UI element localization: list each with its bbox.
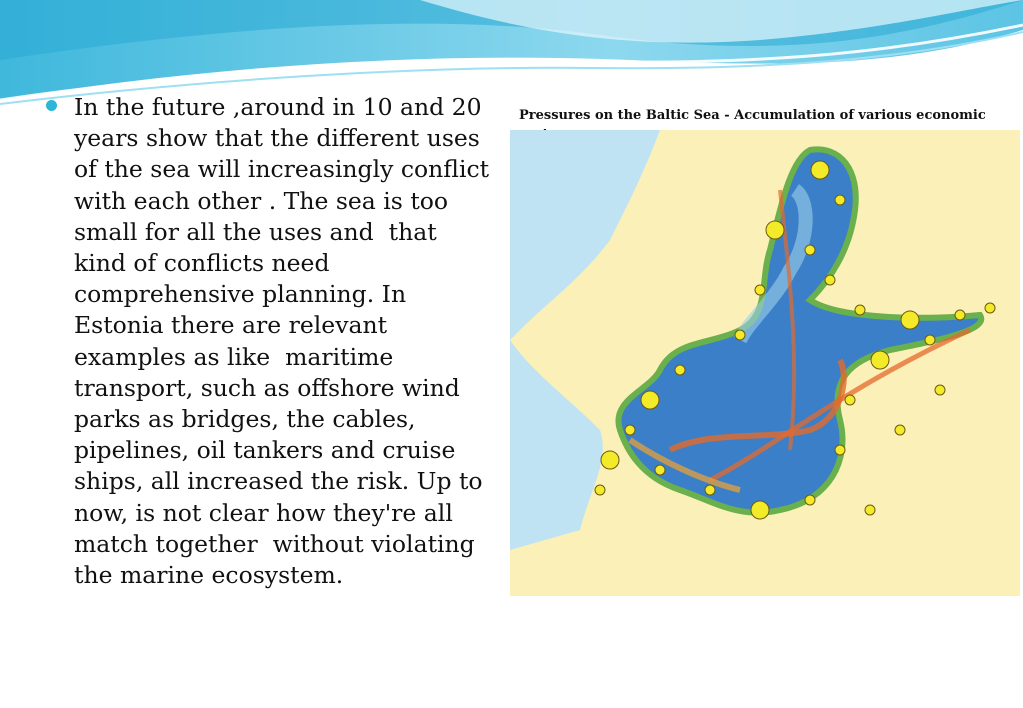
pressure-marker	[675, 365, 685, 375]
pressure-marker	[955, 310, 965, 320]
pressure-marker	[871, 351, 889, 369]
baltic-sea-map	[510, 130, 1020, 596]
pressure-marker	[751, 501, 769, 519]
pressure-marker	[625, 425, 635, 435]
pressure-marker	[705, 485, 715, 495]
pressure-marker	[845, 395, 855, 405]
pressure-marker	[805, 245, 815, 255]
pressure-marker	[805, 495, 815, 505]
map-caption: Pressures on the Baltic Sea - Accumulation of various economic	[519, 108, 986, 123]
pressure-marker	[855, 305, 865, 315]
pressure-marker	[811, 161, 829, 179]
pressure-marker	[755, 285, 765, 295]
pressure-marker	[595, 485, 605, 495]
pressure-marker	[766, 221, 784, 239]
bullet-list	[46, 92, 506, 591]
pressure-marker	[865, 505, 875, 515]
pressure-marker	[895, 425, 905, 435]
pressure-marker	[735, 330, 745, 340]
pressure-marker	[601, 451, 619, 469]
pressure-marker	[655, 465, 665, 475]
bullet-text: In the future ,around in 10 and 20 years show that the different uses of the sea will increasingly conflict with each other . The sea is too small for all the uses and that kind of conflicts need comprehensive planning. In Estonia there are relevant examples as like maritime transport, such as offshore wind parks as bridges, the cables, pipelines, oil tankers and cruise ships, all increased the risk. Up to now, is not clear how they're all match together without violating the marine ecosystem.	[74, 93, 490, 590]
pressure-marker	[925, 335, 935, 345]
pressure-marker	[985, 303, 995, 313]
pressure-marker	[901, 311, 919, 329]
pressure-marker	[835, 195, 845, 205]
pressure-marker	[825, 275, 835, 285]
pressure-marker	[935, 385, 945, 395]
bullet-icon	[46, 100, 57, 111]
pressure-marker	[641, 391, 659, 409]
pressure-marker	[835, 445, 845, 455]
